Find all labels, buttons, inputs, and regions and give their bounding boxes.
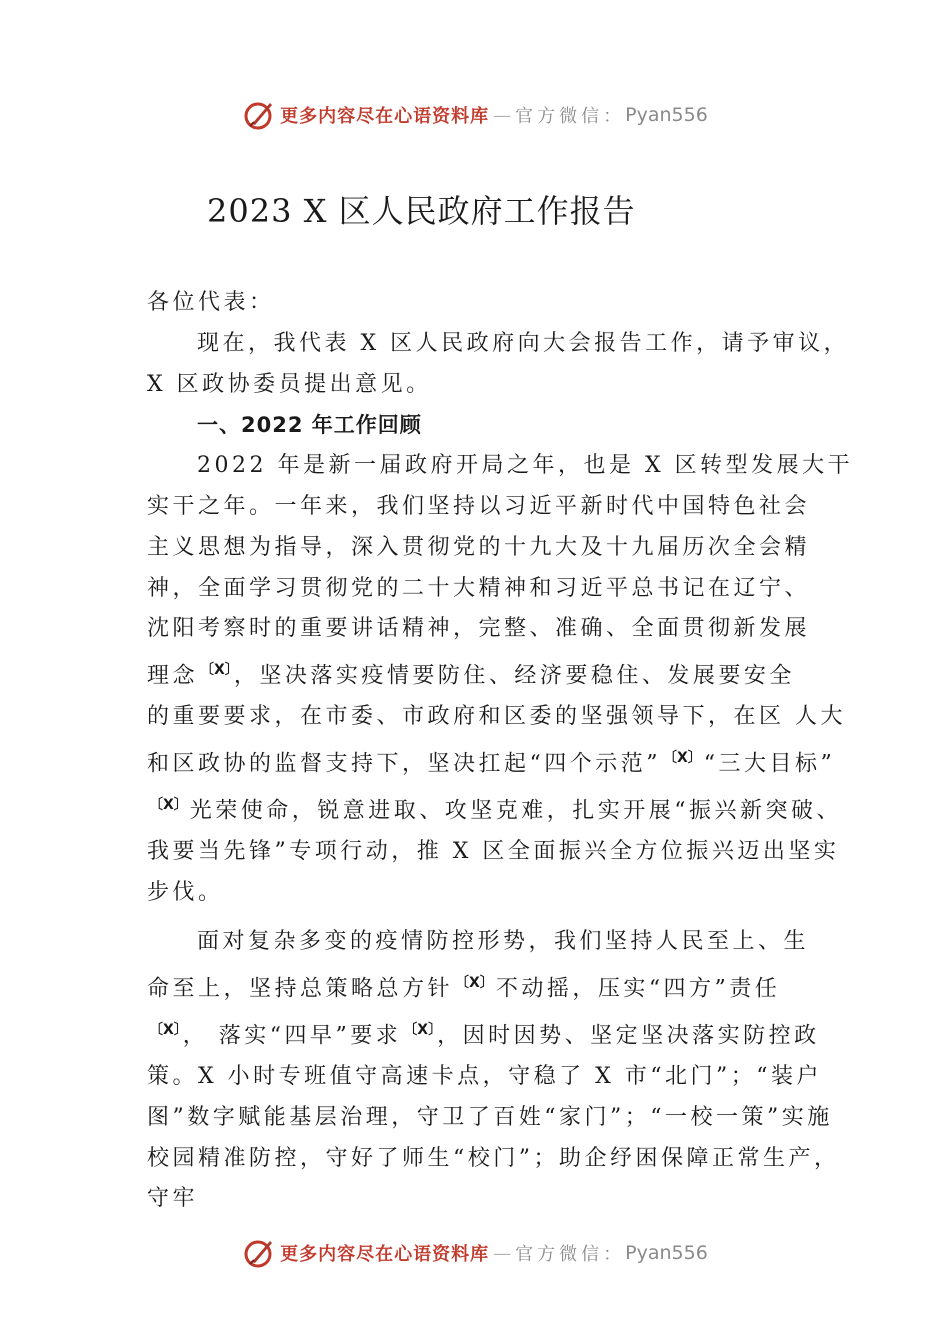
quill-seal-logo-icon <box>242 98 276 132</box>
footnote-marker: 〔X〕 <box>403 1021 436 1038</box>
watermark-wechat-id: Pyan556 <box>625 104 708 126</box>
watermark-wechat-label: 官方微信： <box>515 1244 626 1265</box>
watermark-wechat-label: 官方微信： <box>515 106 626 127</box>
watermark-footer <box>0 1233 950 1273</box>
watermark-text: 更多内容尽在心语资料库 <box>280 106 490 127</box>
section-heading: 一、2022 年工作回顾 <box>197 413 422 438</box>
watermark-header <box>0 95 950 135</box>
watermark-separator: — <box>493 104 512 126</box>
paragraph-epidemic: 面对复杂多变的疫情防控形势，我们坚持人民至上、生 命至上，坚持总策略总方针 $^{〔X〕}$不动摇，压实“四方”责任 $^{〔X〕}$， 落实“四早”要求 $^{〔X〕}$，因时因势、坚定坚决落实防控政 策。X 小时专班值守高速卡点，守稳了 X 市“北门”；“装户 图”数字赋能基层治理，守卫了百姓“家门”；“一校一策”实施 校园精准防控，守好了师生“校门”；助企纾困保障正常生产， 守牢 <box>147 928 840 1212</box>
footnote-marker: 〔X〕 <box>200 662 232 679</box>
footnote-marker: 〔X〕 <box>455 974 494 991</box>
intro-paragraph: 现在，我代表 X 区人民政府向大会报告工作，请予审议， X 区政协委员提出意见。 <box>147 330 850 397</box>
quill-seal-logo-icon <box>242 1236 276 1270</box>
watermark-wechat-id: Pyan556 <box>625 1242 708 1264</box>
footnote-marker: 〔X〕 <box>149 1021 181 1038</box>
watermark-text: 更多内容尽在心语资料库 <box>280 1244 490 1265</box>
salutation: 各位代表： <box>147 290 275 315</box>
paragraph-review: 2022 年是新一届政府开局之年，也是 X 区转型发展大干 实干之年。一年来，我们坚持以习近平新时代中国特色社会 主义思想为指导，深入贯彻党的十九大及十九届历次全会精 神，全面学习贯彻党的二十大精神和习近平总书记在辽宁、 沈阳考察时的重要讲话精神，完整、准确、全面贯彻新发展 理念 $^{〔X〕}$，坚决落实疫情要防住、经济要稳住、发展要安全 的重要要求，在市委、市政府和区委的坚强领导下，在区 人大 和区政协的监督支持下，坚决扛起“四个示范” $^{〔X〕}$“三大目标” $^{〔X〕}$光荣使命，锐意进取、攻坚克难，扎实开展“振兴新突破、 我要当先锋”专项行动，推 X 区全面振兴全方位振兴迈出坚实 步伐。 <box>147 453 854 906</box>
footnote-marker: 〔X〕 <box>149 797 188 814</box>
footnote-marker: 〔X〕 <box>663 750 702 767</box>
watermark-separator: — <box>493 1242 512 1264</box>
document-title: 2023 X 区人民政府工作报告 <box>207 192 636 230</box>
document-body <box>147 283 854 1220</box>
